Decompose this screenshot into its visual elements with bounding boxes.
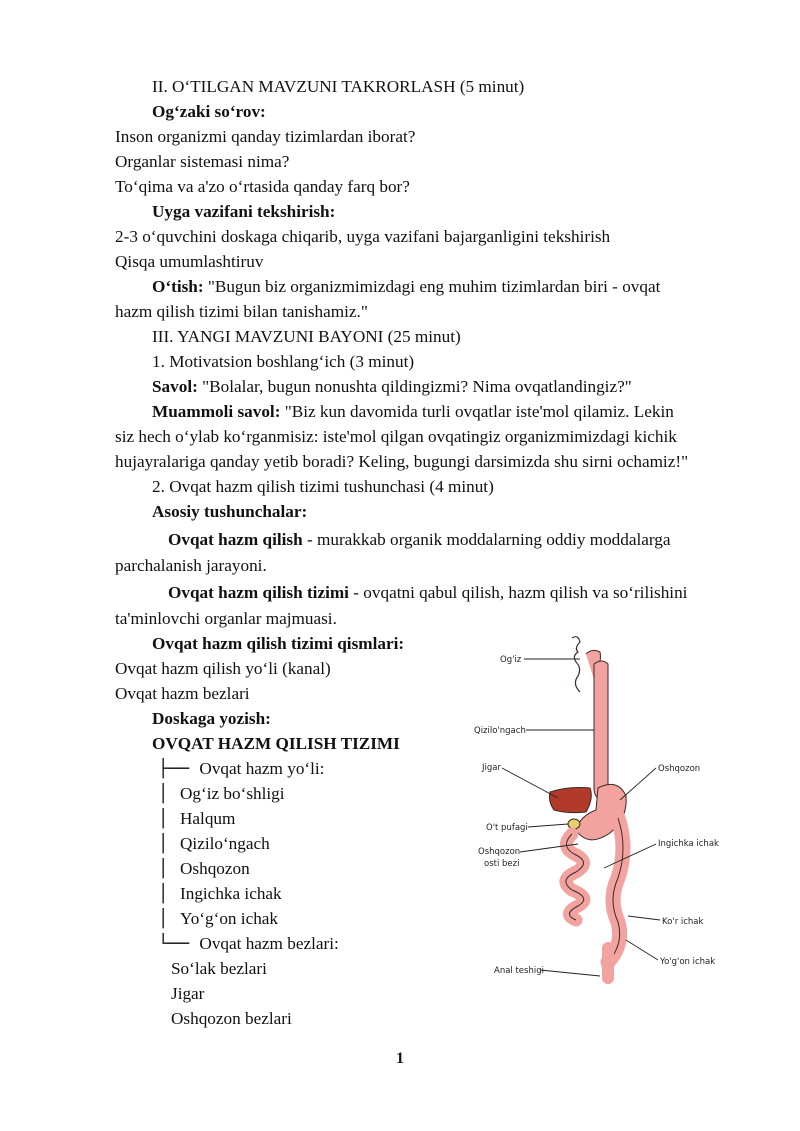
label-gallbladder: O't pufagi [486,823,528,833]
term-1-line-1 [152,529,671,551]
tree-pipe: │ [158,859,169,879]
question-line [152,376,632,398]
page-number: 1 [396,1050,404,1067]
motivation-heading: 1. Motivatsion boshlang‘ich (3 minut) [152,352,415,371]
problem-text: "Biz kun davomida turli ovqatlar iste'mol qilamiz. Lekin [280,402,674,421]
label-small-intestine: Ingichka ichak [658,839,719,849]
transition-text: "Bugun biz organizmimizdagi eng muhim tizimlardan biri - ovqat [203,277,661,296]
term-2-line-1 [152,582,687,604]
term-2-label: Ovqat hazm qilish tizimi [168,583,349,602]
oral-quiz-label: Og‘zaki so‘rov: [152,102,266,121]
tree-item-label: Ingichka ichak [180,884,282,903]
digestive-system-diagram [468,628,768,988]
question-1: Inson organizmi qanday tizimlardan iborat? [115,127,416,146]
tree-branch-tract [158,758,324,780]
question-text: "Bolalar, bugun nonushta qildingizmi? Nima ovqatlandingiz?" [197,377,632,396]
part-1: Ovqat hazm qilish yo‘li (kanal) [115,659,331,678]
tree-item [158,883,282,905]
section-3-heading: III. YANGI MAVZUNI BAYONI (25 minut) [152,327,461,346]
tree-item [158,783,285,805]
label-large-intestine: Yo'g'on ichak [660,957,716,967]
esophagus-shape [594,661,608,800]
term-1-line-2: parchalanish jarayoni. [115,556,267,575]
tree-item [158,908,278,930]
tree-item-label: Og‘iz bo‘shligi [180,784,285,803]
transition-line-2: hazm qilish tizimi bilan tanishamiz." [115,302,368,321]
tree-pipe: │ [158,809,169,829]
problem-line-2: siz hech o‘ylab ko‘rganmisiz: iste'mol qilgan ovqatingiz organizmimizdagi kichik [115,427,677,446]
tree-item-label: Yo‘g‘on ichak [180,909,279,928]
label-liver: Jigar [482,763,501,773]
head-outline [572,637,580,692]
tree-gland: Oshqozon bezlari [171,1009,292,1028]
homework-line-1: 2-3 o‘quvchini doskaga chiqarib, uyga vazifani bajarganligini tekshirish [115,227,611,246]
leader-lines [502,659,660,976]
homework-line-2: Qisqa umumlashtiruv [115,252,264,271]
label-pancreas-1: Oshqozon [478,847,521,857]
label-appendix: Ko'r ichak [662,917,704,927]
tree-branch-tract-label: Ovqat hazm yo‘li: [199,759,325,778]
question-label: Savol: [152,377,198,396]
term-1-text: - murakkab organik moddalarning oddiy moddalarga [302,530,671,549]
tree-pipe: │ [158,884,169,904]
term-2-text: - ovqatni qabul qilish, hazm qilish va so‘rilishini [348,583,688,602]
term-1-label: Ovqat hazm qilish [168,530,303,549]
tree-item-label: Qizilo‘ngach [180,834,270,853]
liver-shape [550,788,592,813]
question-2: Organlar sistemasi nima? [115,152,290,171]
tree-item-label: Halqum [180,809,236,828]
tree-branch-glands [158,933,339,955]
label-mouth: Og'iz [500,655,522,665]
label-esophagus: Qizilo'ngach [474,726,526,736]
large-intestine-shape [608,818,623,962]
question-3: To‘qima va a'zo o‘rtasida qanday farq bor? [115,177,410,196]
tree-connector: └── [158,934,200,954]
transition-label: O‘tish: [152,277,204,296]
board-title: OVQAT HAZM QILISH TIZIMI [152,734,400,753]
concept-heading: 2. Ovqat hazm qilish tizimi tushunchasi (4 minut) [152,477,494,496]
problem-label: Muammoli savol: [152,402,281,421]
homework-label: Uyga vazifani tekshirish: [152,202,336,221]
tree-branch-glands-label: Ovqat hazm bezlari: [199,934,339,953]
part-2: Ovqat hazm bezlari [115,684,250,703]
label-stomach: Oshqozon [658,764,701,774]
tree-item [158,858,250,880]
tree-gland: Jigar [171,984,205,1003]
transition-line-1 [152,276,660,298]
tree-item-label: Oshqozon [180,859,250,878]
term-2-line-2: ta'minlovchi organlar majmuasi. [115,609,337,628]
basic-concepts-label: Asosiy tushunchalar: [152,502,308,521]
tree-gland: So‘lak bezlari [171,959,267,978]
label-anus: Anal teshigi [494,966,544,976]
tree-pipe: │ [158,909,169,929]
section-2-heading: II. O‘TILGAN MAVZUNI TAKRORLASH (5 minut) [152,77,525,96]
tree-pipe: │ [158,784,169,804]
parts-label: Ovqat hazm qilish tizimi qismlari: [152,634,405,653]
tree-pipe: │ [158,834,169,854]
board-label: Doskaga yozish: [152,709,271,728]
problem-line-3: hujayralariga qanday yetib boradi? Keling, bugungi darsimizda shu sirni ochamiz!" [115,452,689,471]
tree-item [158,833,270,855]
tree-connector: ├── [158,759,200,779]
label-pancreas-2: osti bezi [484,859,520,869]
gallbladder-shape [568,819,580,829]
tree-item [158,808,235,830]
problem-line-1 [152,401,674,423]
